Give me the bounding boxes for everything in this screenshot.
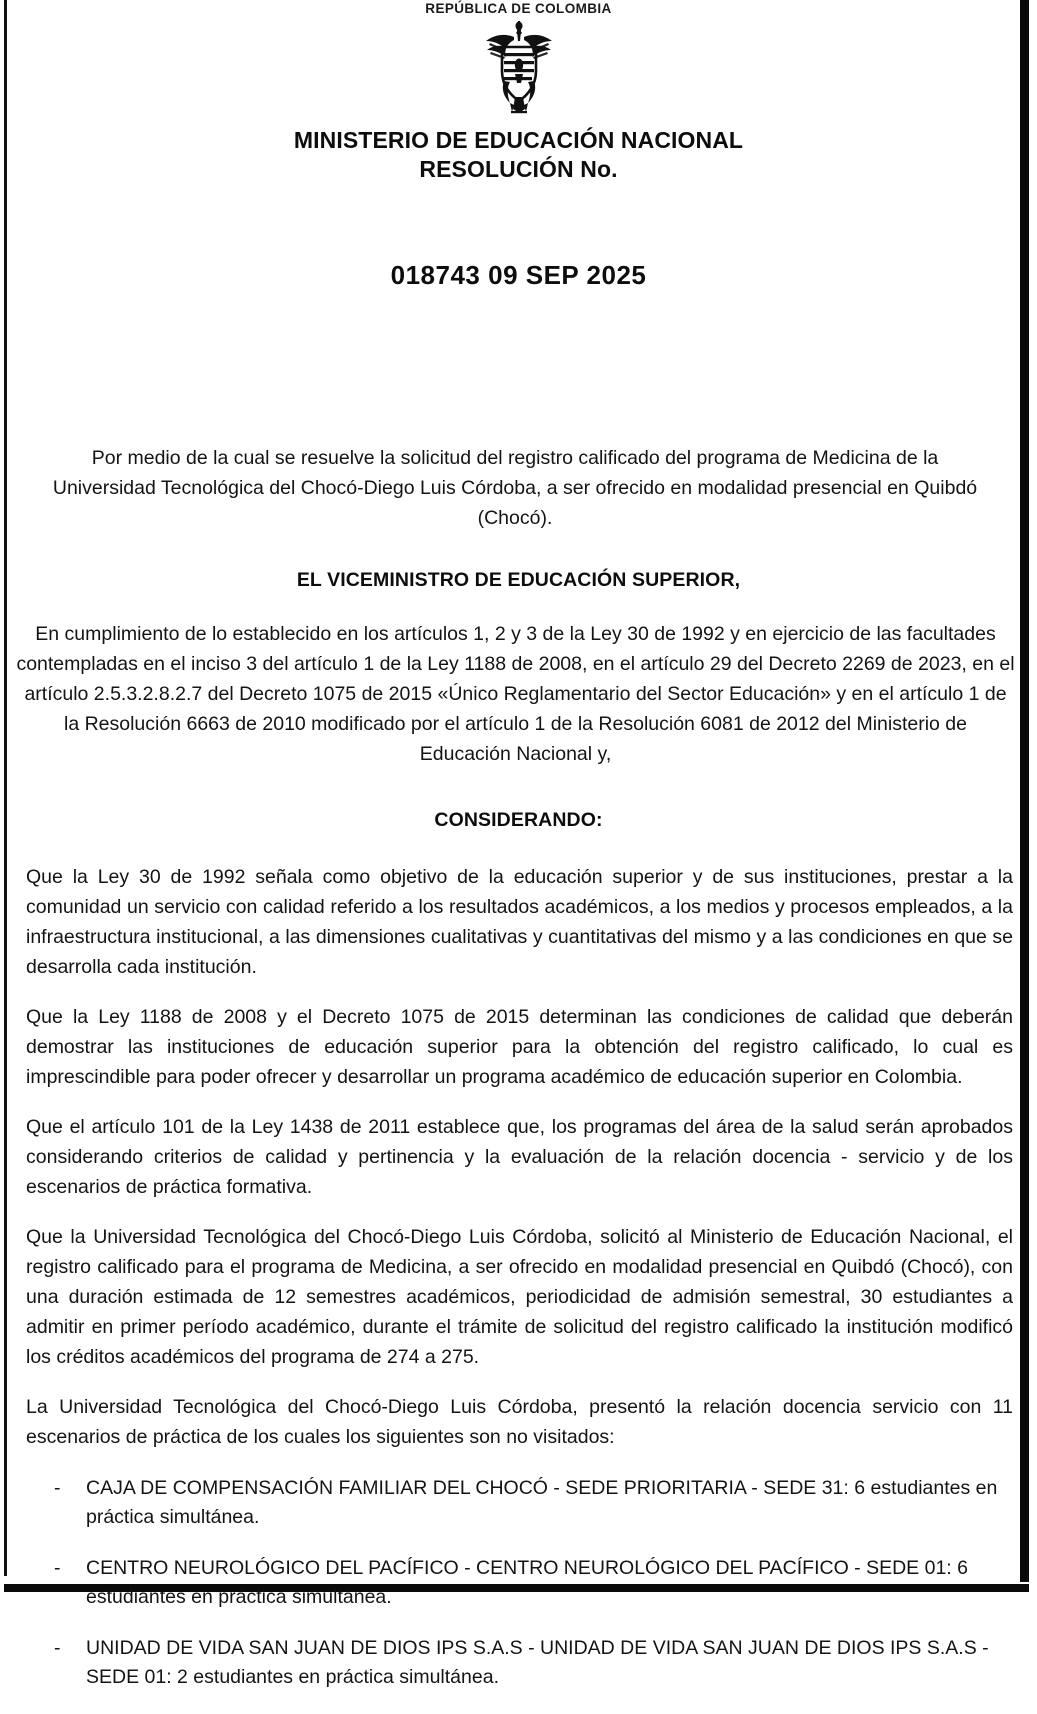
list-item-label: CAJA DE COMPENSACIÓN FAMILIAR DEL CHOCÓ - SEDE PRIORITARIA - SEDE 31: 6 estudiantes en práctica simultánea. [86,1477,998,1528]
list-item-label: CENTRO NEUROLÓGICO DEL PACÍFICO - CENTRO NEUROLÓGICO DEL PACÍFICO - SEDE 01: 6 estudiantes en práctica simultánea. [86,1557,968,1608]
legal-basis-paragraph: En cumplimiento de lo establecido en los artículos 1, 2 y 3 de la Ley 30 de 1992 y en ejercicio de las facultades contempladas en el inciso 3 del artículo 1 de la Ley 1188 de 2008, en el artículo 29 del Decreto 2269 de 2023, en el artículo 2.5.3.2.8.2.7 del Decreto 1075 de 2015 «Único Reglamentario del Sector Educación» y en el artículo 1 de la Resolución 6663 de 2010 modificado por el artículo 1 de la Resolución 6081 de 2012 del Ministerio de Educación Nacional y, [16,623,1015,765]
colombia-coat-of-arms-icon [474,19,564,114]
considering-heading: CONSIDERANDO: [434,809,603,831]
considering-paragraph: La Universidad Tecnológica del Chocó-Diego Luis Córdoba, presentó la relación docencia servicio con 11 escenarios de práctica de los cuales los siguientes son no visitados: [26,1396,1013,1448]
considering-paragraph: Que la Ley 30 de 1992 señala como objetivo de la educación superior y de sus instituciones, prestar a la comunidad un servicio con calidad referido a los resultados académicos, a los medios y procesos empleados, a la infraestructura institucional, a las dimensiones cualitativas y cuantitativas del mismo y a las condiciones en que se desarrolla cada institución. [26,866,1013,978]
ministry-title: MINISTERIO DE EDUCACIÓN NACIONAL [293,127,744,153]
resolution-number: 018743 09 SEP 2025 [390,260,647,290]
authority-heading: EL VICEMINISTRO DE EDUCACIÓN SUPERIOR, [296,569,741,591]
resolution-subject: Por medio de la cual se resuelve la solicitud del registro calificado del programa de Medicina de la Universidad Tecnológica del Chocó-Diego Luis Córdoba, a ser ofrecido en modalidad presencial en Quibdó (Chocó). [52,447,978,529]
list-item [48,1554,1009,1612]
list-marker: - [54,1557,61,1579]
considering-paragraph: Que la Universidad Tecnológica del Chocó-Diego Luis Córdoba, solicitó al Ministerio de Educación Nacional, el registro calificado para el programa de Medicina, a ser ofrecido en modalidad presencial en Quibdó (Chocó), con una duración estimada de 12 semestres académicos, periodicidad de admisión semestral, 30 estudiantes a admitir en primer período académico, durante el trámite de solicitud del registro calificado la institución modificó los créditos académicos del programa de 274 a 275. [26,1226,1013,1368]
republic-header: REPÚBLICA DE COLOMBIA [425,1,612,16]
considering-paragraph: Que el artículo 101 de la Ley 1438 de 2011 establece que, los programas del área de la salud serán aprobados considerando criterios de calidad y pertinencia y la evaluación de la relación docencia - servicio y de los escenarios de práctica formativa. [26,1116,1013,1198]
list-item [48,1474,1009,1532]
practice-venue-list [0,1474,1037,1692]
crest-container [0,19,1037,114]
list-item [48,1634,1009,1692]
resolution-label: RESOLUCIÓN No. [419,156,618,182]
ministry-heading-block [0,126,1037,184]
considering-paragraph: Que la Ley 1188 de 2008 y el Decreto 1075 de 2015 determinan las condiciones de calidad que deberán demostrar las instituciones de educación superior para la obtención del registro calificado, lo cual es imprescindible para poder ofrecer y desarrollar un programa académico de educación superior en Colombia. [26,1006,1013,1088]
list-item-label: UNIDAD DE VIDA SAN JUAN DE DIOS IPS S.A.S - UNIDAD DE VIDA SAN JUAN DE DIOS IPS S.A.S - SEDE 01: 2 estudiantes en práctica simultánea. [86,1637,989,1688]
list-marker: - [54,1477,61,1499]
list-marker: - [54,1637,61,1659]
